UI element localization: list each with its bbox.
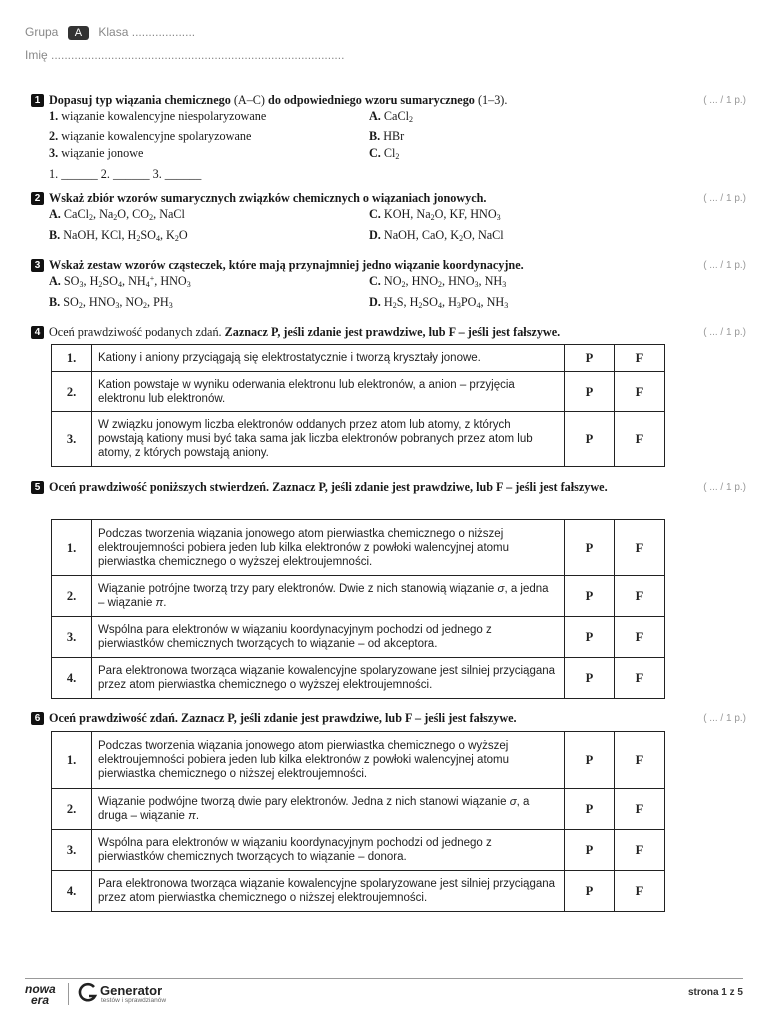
question-3 bbox=[31, 258, 746, 311]
option-a[interactable]: A. $SO_3$, $H_2SO_4$, $NH_4^+$, $HNO_3$ bbox=[49, 274, 191, 289]
option-row bbox=[31, 273, 738, 290]
table-row: 4. Para elektronowa tworząca wiązanie kowalencyjne spolaryzowane jest silniej przyciągana przez atom pierwiastka chemicznego o niższej elektroujemności. P F bbox=[52, 871, 665, 912]
true-option[interactable]: P bbox=[565, 345, 615, 372]
generator-subtitle: testów i sprawdzianów bbox=[101, 997, 167, 1004]
points-label: ( ... / 1 p.) bbox=[703, 95, 746, 106]
table-row: 3. Wspólna para elektronów w wiązaniu koordynacyjnym pochodzi od jednego z pierwiastków chemicznych tworzących to wiązanie – donora. P F bbox=[52, 830, 665, 871]
option-c[interactable]: C. KOH, $Na_2O$, KF, $HNO_3$ bbox=[369, 207, 501, 222]
imie-label: Imię bbox=[25, 48, 48, 62]
question-number: 6 bbox=[31, 712, 44, 725]
tf-table-4 bbox=[51, 344, 665, 467]
false-option[interactable]: F bbox=[615, 789, 665, 830]
points-label: ( ... / 1 p.) bbox=[703, 260, 746, 271]
false-option[interactable]: F bbox=[615, 412, 665, 467]
table-row: 2. Kation powstaje w wyniku oderwania elektronu lub elektronów, a anion – przyjęcia elektronu lub elektronów. P F bbox=[52, 372, 665, 412]
false-option[interactable]: F bbox=[615, 617, 665, 658]
option-d[interactable]: D. NaOH, CaO, $K_2O$, NaCl bbox=[369, 228, 504, 243]
question-3-title: 3 Wskaż zestaw wzorów cząsteczek, które mają przynajmniej jedno wiązanie koordynacyjne. ( ... / 1 p.) bbox=[31, 258, 738, 273]
table-row: 2. Wiązanie potrójne tworzą trzy pary elektronów. Dwie z nich stanowią wiązanie σ, a jedna – wiązanie π. P F bbox=[52, 576, 665, 617]
true-option[interactable]: P bbox=[565, 520, 615, 576]
page-number: strona 1 z 5 bbox=[687, 987, 743, 998]
false-option[interactable]: F bbox=[615, 520, 665, 576]
name-line bbox=[25, 48, 344, 62]
true-option[interactable]: P bbox=[565, 830, 615, 871]
true-option[interactable]: P bbox=[565, 617, 615, 658]
option-b[interactable]: B. NaOH, KCl, $H_2SO_4$, $K_2O$ bbox=[49, 228, 188, 243]
generator-label: Generator bbox=[100, 983, 163, 998]
tf-table-5 bbox=[51, 519, 665, 699]
question-number: 2 bbox=[31, 192, 44, 205]
option-row bbox=[31, 227, 738, 244]
false-option[interactable]: F bbox=[615, 345, 665, 372]
group-line bbox=[25, 25, 195, 40]
question-5 bbox=[31, 480, 746, 495]
table-row: 1. Podczas tworzenia wiązania jonowego atom pierwiastka chemicznego o wyższej elektroujemności pobiera jeden lub kilka elektronów z powłoki walencyjnej atomu pierwiastka chemicznego o niższej elektroujemności. P F bbox=[52, 732, 665, 789]
tf-table-6 bbox=[51, 731, 665, 912]
question-2-title: 2 Wskaż zbiór wzorów sumarycznych związków chemicznych o wiązaniach jonowych. ( ... / 1 p.) bbox=[31, 191, 738, 206]
question-number: 5 bbox=[31, 481, 44, 494]
points-label: ( ... / 1 p.) bbox=[703, 482, 746, 493]
option-c[interactable]: C. $NO_2$, $HNO_2$, $HNO_3$, $NH_3$ bbox=[369, 274, 507, 289]
false-option[interactable]: F bbox=[615, 871, 665, 912]
true-option[interactable]: P bbox=[565, 732, 615, 789]
grupa-badge: A bbox=[68, 26, 89, 40]
klasa-field[interactable]: ................... bbox=[131, 25, 196, 39]
table-row: 1. Podczas tworzenia wiązania jonowego atom pierwiastka chemicznego o niższej elektroujemności pobiera jeden lub kilka elektronów z powłoki walencyjnej atomu pierwiastka chemicznego o wyższej elektroujemności. P F bbox=[52, 520, 665, 576]
question-number: 1 bbox=[31, 94, 44, 107]
option-d[interactable]: D. $H_2S$, $H_2SO_4$, $H_3PO_4$, $NH_3$ bbox=[369, 295, 509, 310]
false-option[interactable]: F bbox=[615, 372, 665, 412]
list-item: 2. wiązanie kowalencyjne spolaryzowane B. HBr bbox=[49, 129, 405, 143]
true-option[interactable]: P bbox=[565, 789, 615, 830]
points-label: ( ... / 1 p.) bbox=[703, 713, 746, 724]
true-option[interactable]: P bbox=[565, 412, 615, 467]
question-6-title: 6 Oceń prawdziwość zdań. Zaznacz P, jeśli zdanie jest prawdziwe, lub F – jeśli jest fałszywe. ( ... / 1 p.) bbox=[31, 711, 738, 726]
question-1 bbox=[31, 93, 746, 183]
question-number: 4 bbox=[31, 326, 44, 339]
question-number: 3 bbox=[31, 259, 44, 272]
question-2 bbox=[31, 191, 746, 244]
false-option[interactable]: F bbox=[615, 732, 665, 789]
question-1-title: 1 Dopasuj typ wiązania chemicznego (A–C) do odpowiedniego wzoru sumarycznego (1–3). ( ... / 1 p.) bbox=[31, 93, 738, 108]
false-option[interactable]: F bbox=[615, 576, 665, 617]
option-row bbox=[31, 294, 738, 311]
true-option[interactable]: P bbox=[565, 372, 615, 412]
table-row: 3. W związku jonowym liczba elektronów oddanych przez atom lub atomy, z których powstają kationy musi być taka sama jak liczba elektronów pobranych przez atom lub atomy, z których powstają aniony. P F bbox=[52, 412, 665, 467]
true-option[interactable]: P bbox=[565, 576, 615, 617]
table-row: 4. Para elektronowa tworząca wiązanie kowalencyjne spolaryzowane jest silniej przyciągana przez atom pierwiastka chemicznego o wyższej elektroujemności. P F bbox=[52, 658, 665, 699]
list-item: 3. wiązanie jonowe C. $Cl_2$ bbox=[49, 146, 400, 161]
option-row bbox=[31, 206, 738, 223]
klasa-label: Klasa bbox=[98, 25, 129, 39]
list-item: 1. wiązanie kowalencyjne niespolaryzowane A. CaCl$_2$ bbox=[49, 109, 413, 124]
points-label: ( ... / 1 p.) bbox=[703, 327, 746, 338]
question-4-title: 4 Oceń prawdziwość podanych zdań. Zaznacz P, jeśli zdanie jest prawdziwe, lub F – jeśli jest fałszywe. ( ... / 1 p.) bbox=[31, 325, 738, 340]
false-option[interactable]: F bbox=[615, 658, 665, 699]
true-option[interactable]: P bbox=[565, 871, 615, 912]
question-4 bbox=[31, 325, 746, 340]
points-label: ( ... / 1 p.) bbox=[703, 193, 746, 204]
table-row: 2. Wiązanie podwójne tworzą dwie pary elektronów. Jedna z nich stanowi wiązanie σ, a druga – wiązanie π. P F bbox=[52, 789, 665, 830]
false-option[interactable]: F bbox=[615, 830, 665, 871]
grupa-label: Grupa bbox=[25, 25, 59, 39]
table-row: 3. Wspólna para elektronów w wiązaniu koordynacyjnym pochodzi od jednego z pierwiastków chemicznych tworzących to wiązanie – od akceptora. P F bbox=[52, 617, 665, 658]
true-option[interactable]: P bbox=[565, 658, 615, 699]
logo-divider bbox=[68, 983, 69, 1005]
answer-line[interactable]: 1. ______ 2. ______ 3. ______ bbox=[49, 167, 202, 181]
imie-field[interactable]: ........................................................................................ bbox=[51, 48, 345, 62]
nowa-era-logo: nowa era bbox=[25, 982, 56, 1007]
question-5-title: 5 Oceń prawdziwość poniższych stwierdzeń. Zaznacz P, jeśli zdanie jest prawdziwe, lub F – jeśli jest fałszywe. ( ... / 1 p.) bbox=[31, 480, 738, 495]
option-a[interactable]: A. CaCl$_2$, $Na_2O$, $CO_2$, NaCl bbox=[49, 207, 185, 222]
generator-logo-icon bbox=[78, 982, 98, 1004]
table-row: 1. Kationy i aniony przyciągają się elektrostatycznie i tworzą kryształy jonowe. P F bbox=[52, 345, 665, 372]
question-6 bbox=[31, 711, 746, 726]
footer-divider bbox=[25, 978, 743, 979]
option-b[interactable]: B. $SO_2$, $HNO_3$, $NO_2$, $PH_3$ bbox=[49, 295, 173, 310]
